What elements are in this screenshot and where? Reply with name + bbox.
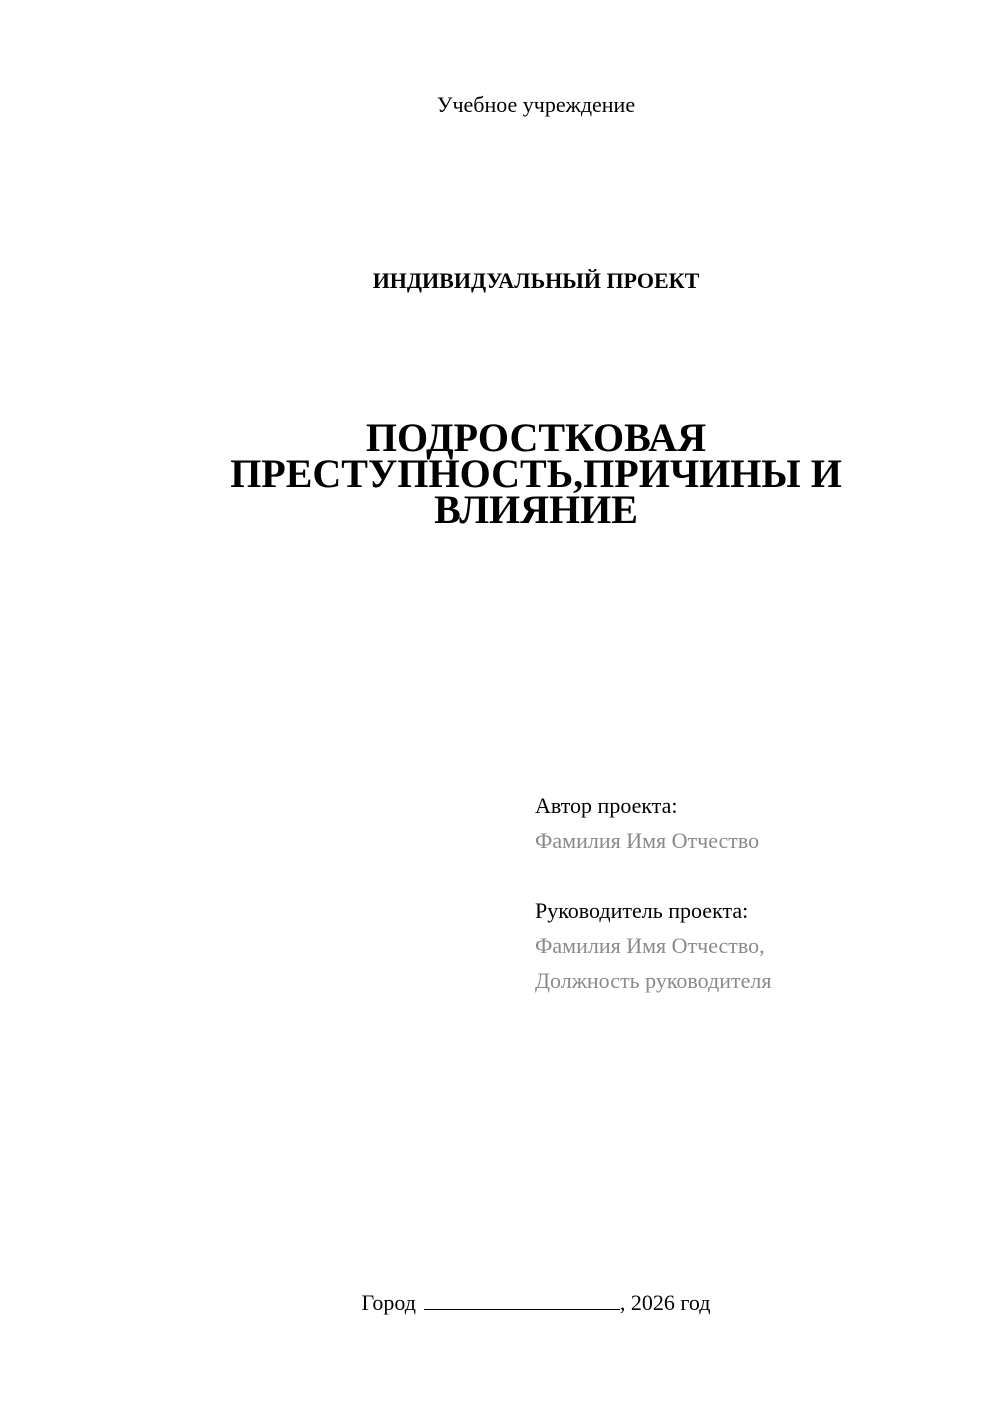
city-year-line <box>0 1290 1000 1316</box>
year-text: , 2026 год <box>619 1290 711 1315</box>
supervisor-label: Руководитель проекта: <box>535 898 749 923</box>
institution-name: Учебное учреждение <box>436 92 636 117</box>
supervisor-name: Фамилия Имя Отчество, <box>535 933 765 958</box>
city-label: Город <box>361 1290 416 1315</box>
project-type-heading: ИНДИВИДУАЛЬНЫЙ ПРОЕКТ <box>372 268 700 293</box>
project-title: ПОДРОСТКОВАЯ ПРЕСТУПНОСТЬ,ПРИЧИНЫ И ВЛИЯНИЕ <box>230 415 842 532</box>
city-blank-line <box>424 1291 620 1310</box>
supervisor-position: Должность руководителя <box>535 968 772 993</box>
info-spacer <box>535 858 975 893</box>
author-name: Фамилия Имя Отчество <box>535 828 760 853</box>
author-label: Автор проекта: <box>535 793 678 818</box>
project-info-block <box>535 788 975 998</box>
